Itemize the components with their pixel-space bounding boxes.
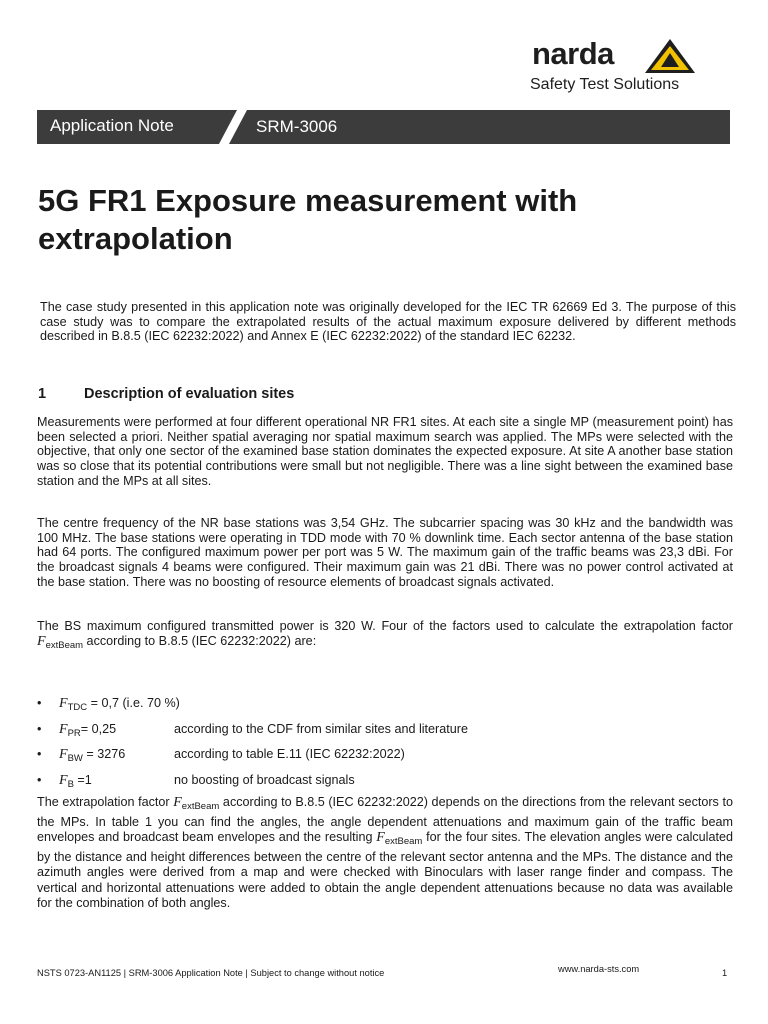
bullet-item: • $F_B =1$ no boosting of broadcast signals bbox=[37, 773, 355, 790]
paragraph-power: The BS maximum configured transmitted power is 320 W. Four of the factors used to calculate the extrapolation factor $F_{extBeam}$ according to B.8.5 (IEC 62232:2022) are: bbox=[37, 619, 733, 651]
paragraph-parameters: The centre frequency of the NR base stations was 3,54 GHz. The subcarrier spacing was 30 kHz and the bandwidth was 100 MHz. The base stations were operating in TDD mode with 70 % downlink time. Each sector antenna of the base station had 64 ports. The configured maximum power per port was 5 W. The maximum gain of the traffic beams was 23,3 dBi. For the broadcast signals 4 beams were configured. Their maximum gain was 21 dBi. There was no power control activated at the base station. There was no boosting of resource elements of broadcast signals activated. bbox=[37, 516, 733, 589]
bullet-item: • $F_{BW} = 3276$ according to table E.11 (IEC 62232:2022) bbox=[37, 747, 405, 764]
bullet-item: • $F_{TDC} = 0,7$ (i.e. 70 %) bbox=[37, 696, 180, 713]
footer-info: NSTS 0723-AN1125 | SRM-3006 Application Note | Subject to change without notice bbox=[37, 968, 385, 978]
section-number: 1 bbox=[38, 386, 47, 402]
section-heading bbox=[38, 386, 294, 402]
narda-logo bbox=[532, 36, 732, 98]
footer-url: www.narda-sts.com bbox=[558, 964, 640, 974]
banner-product: SRM-3006 bbox=[256, 117, 338, 136]
bullet-item: • $F_{PR}= 0,25$ according to the CDF from similar sites and literature bbox=[37, 722, 468, 739]
paragraph-extrapolation: The extrapolation factor $F_{extBeam}$ according to B.8.5 (IEC 62232:2022) depends on the directions from the relevant sectors to the MPs. In table 1 you can find the angles, the angle dependent attenuations and maximum gain of the traffic beam envelopes and broadcast beam envelopes and the resulting $F_{extBeam}$ for the four sites. The elevation angles were calculated by the distance and height differences between the centre of the relevant sector antenna and the MPs. The distance and the azimuth angles were derived from a map and were checked with Binoculars with laser range finder and compass. The vertical and horizontal attenuations were added to obtain the angle dependent attenuations because no data was available for the combination of both angles. bbox=[37, 795, 733, 910]
logo-wordmark: narda bbox=[532, 36, 614, 71]
banner-slash bbox=[219, 110, 247, 144]
page-title: 5G FR1 Exposure measurement with extrapolation bbox=[38, 183, 578, 256]
section-title: Description of evaluation sites bbox=[84, 386, 295, 402]
paragraph-sites: Measurements were performed at four different operational NR FR1 sites. At each site a single MP (measurement point) has been selected a priori. Neither spatial averaging nor spatial maximum search was applied. The MPs were selected with the objective, that only one sector of the examined base station dominates the expected exposure. At site A another base station was so close that its potential contributions were small but not negligible. There was a line sight between the examined base station and the MPs at all sites. bbox=[37, 415, 733, 488]
header-banner bbox=[37, 110, 730, 144]
warning-triangle-icon bbox=[644, 38, 696, 74]
page-number: 1 bbox=[722, 968, 728, 978]
banner-doc-type: Application Note bbox=[50, 116, 174, 135]
logo-tagline: Safety Test Solutions bbox=[530, 76, 680, 93]
intro-paragraph: The case study presented in this application note was originally developed for the IEC TR 62669 Ed 3. The purpose of this case study was to compare the extrapolated results of the actual maximum exposure delivered by different methods described in B.8.5 (IEC 62232:2022) and Annex E (IEC 62232:2022) of the standard IEC 62232. bbox=[40, 300, 736, 344]
